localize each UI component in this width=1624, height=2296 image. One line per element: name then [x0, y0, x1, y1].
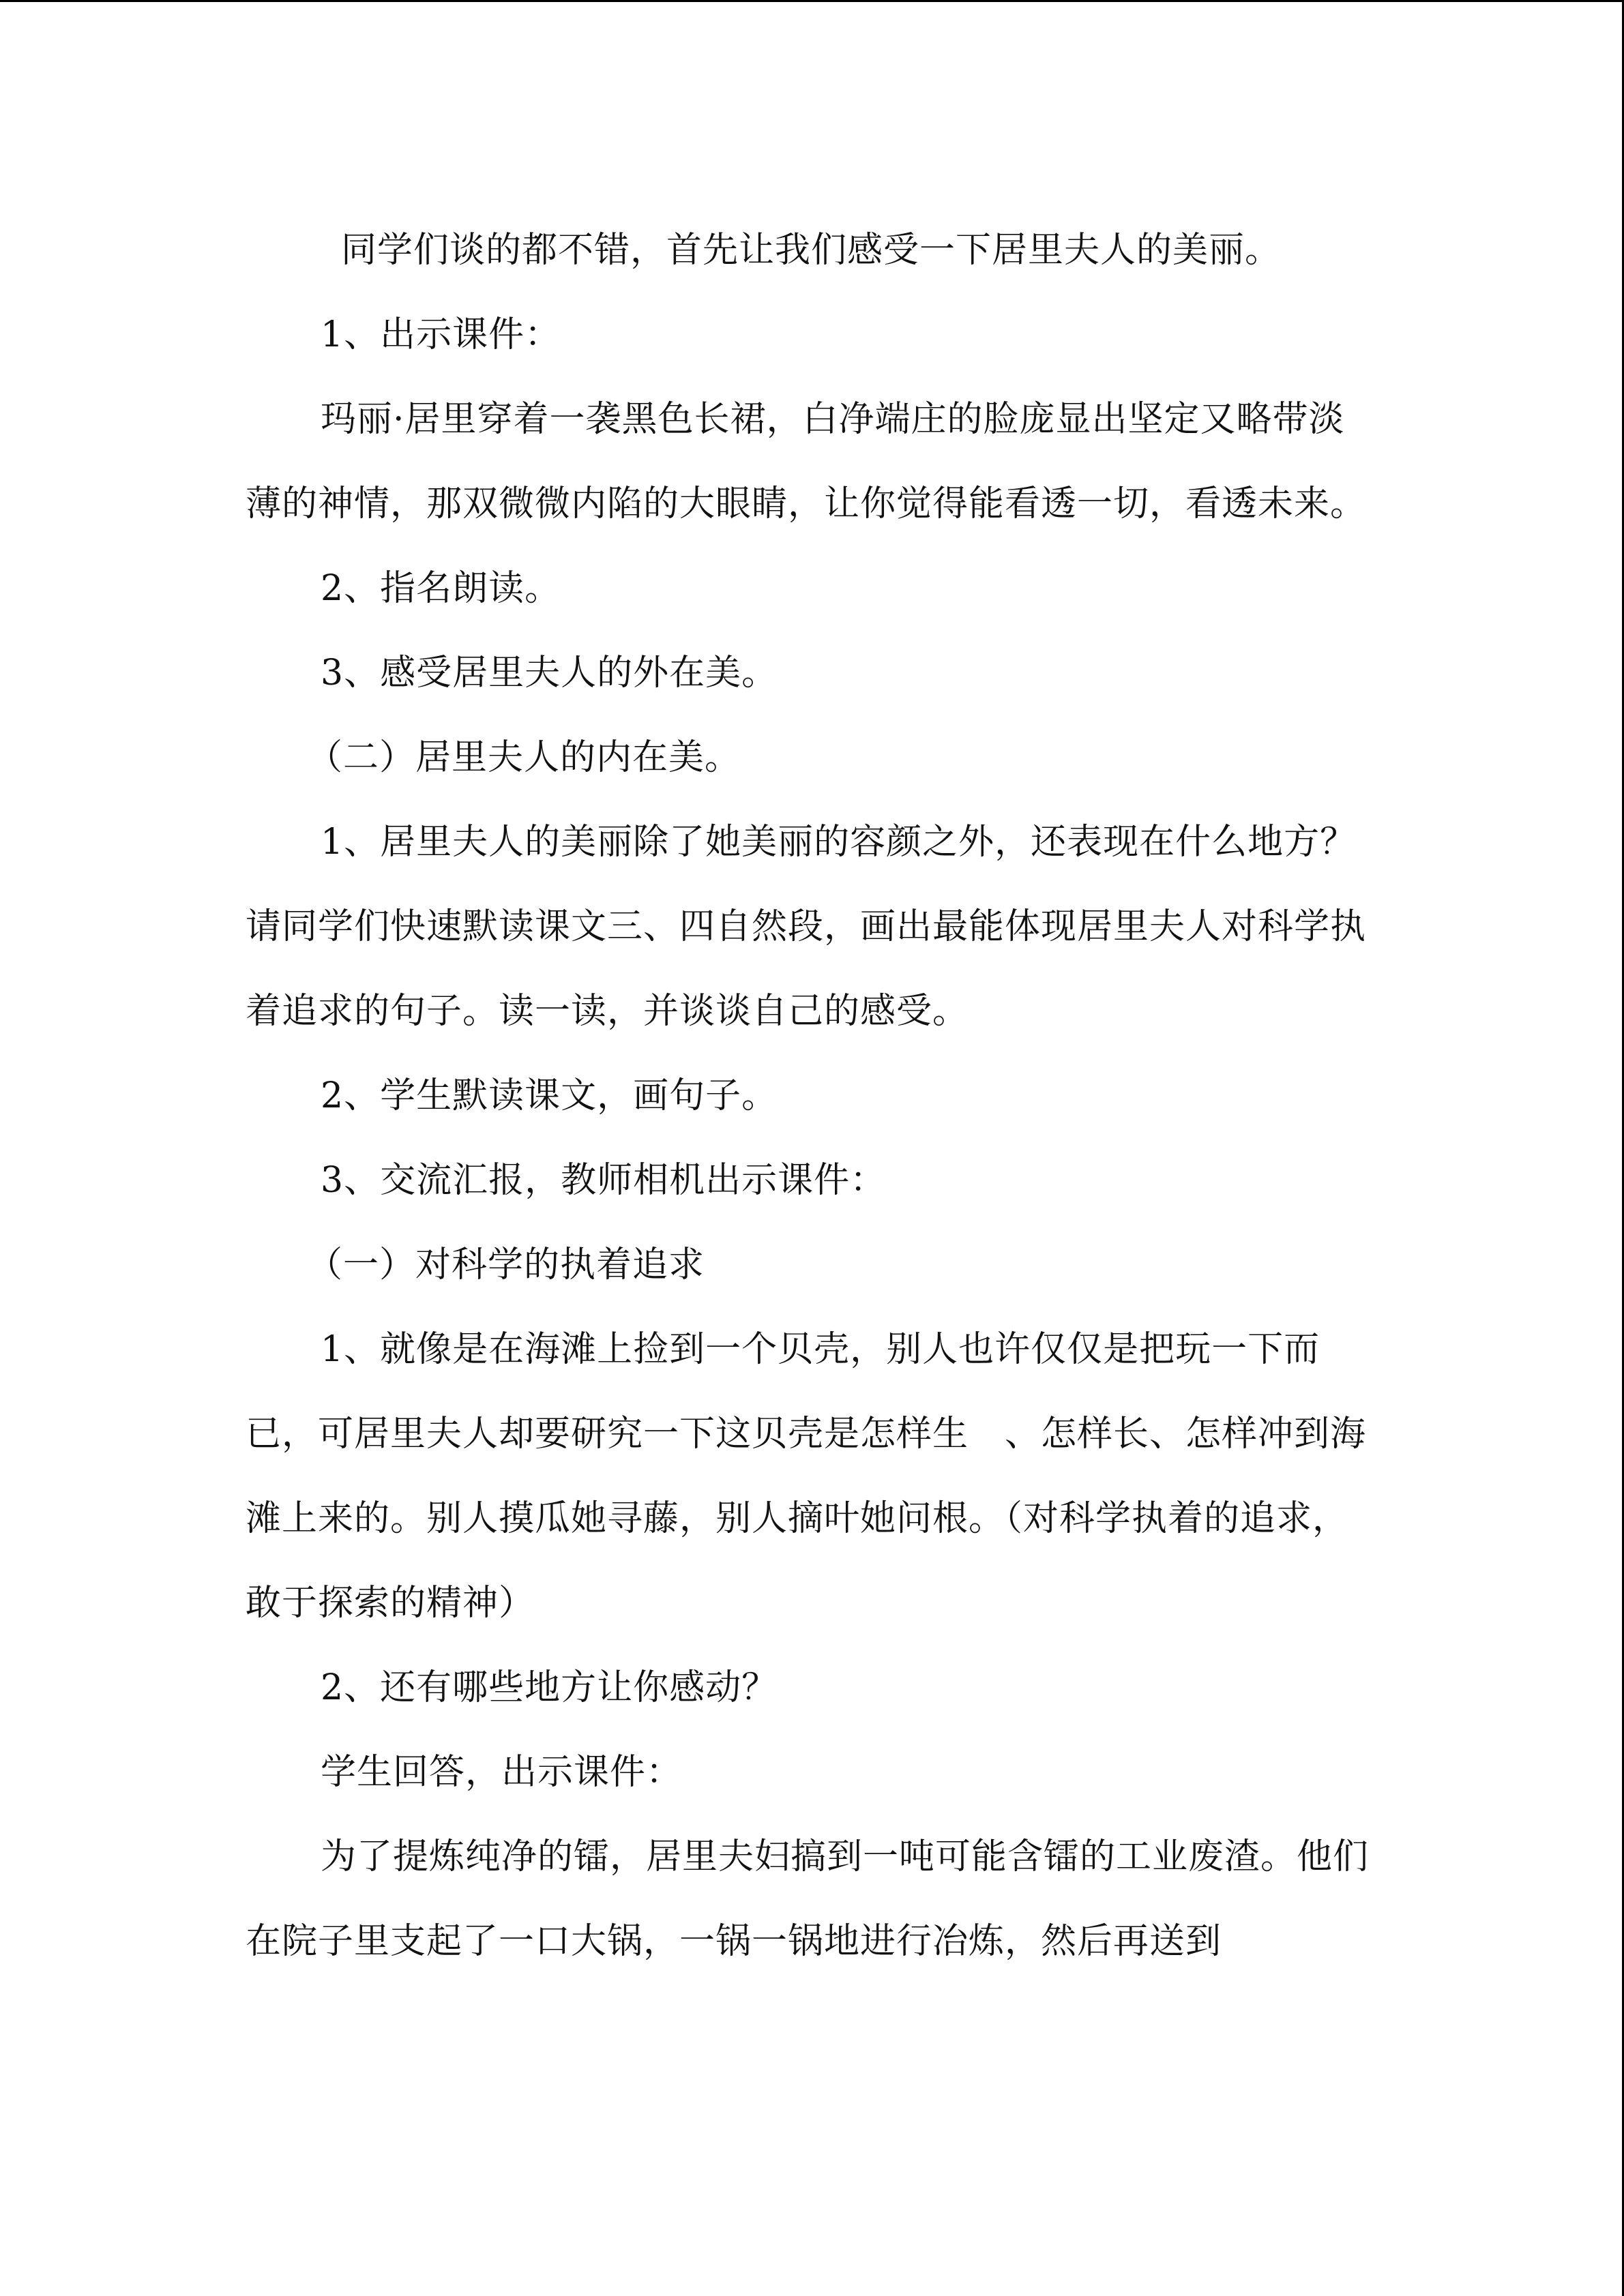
paragraph-silent-reading: 2、学生默读课文，画句子。: [321, 1075, 778, 1116]
paragraph-report: 3、交流汇报，教师相机出示课件：: [321, 1160, 887, 1201]
paragraph-intro: 同学们谈的都不错，首先让我们感受一下居里夫人的美丽。: [341, 230, 1282, 271]
document-body: [246, 208, 1378, 1984]
paragraph-step-1-show-slide: 1、出示课件：: [321, 314, 561, 355]
paragraph-description: 玛丽·居里穿着一袭黑色长裙，白净端庄的脸庞显出坚定又略带淡薄的神情，那双微微内陷的大眼睛，让你觉得能看透一切，看透未来。: [246, 399, 1367, 524]
paragraph-step-2-reading: 2、指名朗读。: [321, 568, 561, 609]
paragraph-radium: 为了提炼纯净的镭，居里夫妇搞到一吨可能含镭的工业废渣。他们在院子里支起了一口大锅，一锅一锅地进行冶炼，然后再送到: [246, 1836, 1370, 1962]
paragraph-other-moving: 2、还有哪些地方让你感动？: [321, 1667, 778, 1708]
paragraph-student-answer: 学生回答，出示课件：: [321, 1752, 683, 1793]
section-heading-inner-beauty: （二）居里夫人的内在美。: [307, 737, 741, 778]
section-heading-pursuit: （一）对科学的执着追求: [307, 1244, 705, 1285]
paragraph-question: 1、居里夫人的美丽除了她美丽的容颜之外，还表现在什么地方？请同学们快速默读课文三、四自然段，画出最能体现居里夫人对科学执着追求的句子。读一读，并谈谈自己的感受。: [246, 822, 1367, 1032]
paragraph-seashell: 1、就像是在海滩上捡到一个贝壳，别人也许仅仅是把玩一下而已，可居里夫人却要研究一下这贝壳是怎样生 、怎样长、怎样冲到海滩上来的。别人摸瓜她寻藤，别人摘叶她问根。（对科学执着的追求，敢于探索的精神）: [246, 1329, 1367, 1624]
paragraph-step-3-outer-beauty: 3、感受居里夫人的外在美。: [321, 653, 778, 694]
